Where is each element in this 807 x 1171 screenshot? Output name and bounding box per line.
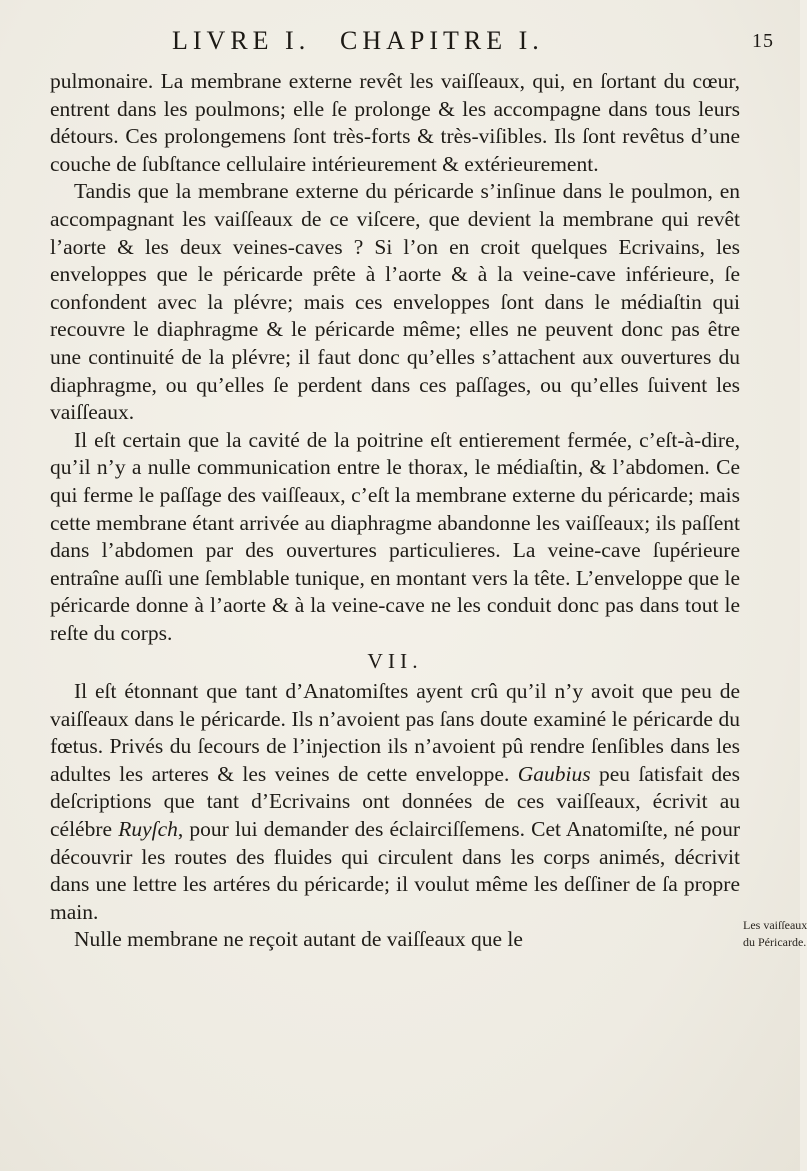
page-number: 15	[752, 30, 774, 52]
paragraph-2: Tandis que la membrane externe du péricarde s’inſinue dans le poulmon, en accompagnant les vaiſſeaux de ce viſcere, que devient la membrane qui revêt l’aorte & les deux veines-caves ? Si l’on en croit quelques Ecrivains, les enveloppes que le péricarde prête à l’aorte & à la veine-cave inférieure, ſe confondent avec la plévre; mais ces enveloppes ſont dans le médiaſtin qui recouvre le diaphragme & le péricarde même; elles ne peuvent donc pas être une continuité de la plévre; il faut donc qu’elles s’attachent aux ouvertures du diaphragme, ou qu’elles ſe perdent dans ces paſſages, ou qu’elles ſuivent les vaiſſeaux.	[50, 179, 740, 425]
running-head	[172, 26, 772, 60]
margin-note	[743, 917, 807, 951]
body-text	[50, 68, 740, 954]
paragraph-4-part2: peu ſatisfait des deſcriptions que tant d’Ecrivains ont données de ces vaiſſeaux, écrivit au célébre	[50, 761, 740, 842]
margin-note-line-2: du Péricarde.	[743, 935, 807, 949]
chapter-label: CHAPITRE I.	[340, 26, 544, 55]
paragraph-1: pulmonaire. La membrane externe revêt les vaiſſeaux, qui, en ſortant du cœur, entrent dans les poulmons; elle ſe prolonge & les accompagne dans tous leurs détours. Ces prolongemens ſont très-forts & très-viſibles. Ils ſont revêtus d’une couche de ſubſtance cellulaire intérieurement & extérieurement.	[50, 69, 740, 176]
margin-note-line-1: Les vaiſſeaux	[743, 918, 807, 932]
book-label: LIVRE I.	[172, 26, 311, 55]
author-name-gaubius: Gaubius	[517, 761, 591, 786]
paragraph-3: Il eſt certain que la cavité de la poitrine eſt entierement fermée, c’eſt-à-dire, qu’il n’y a nulle communication entre le thorax, le médiaſtin, & l’abdomen. Ce qui ferme le paſſage des vaiſſeaux, c’eſt la membrane externe du péricarde; mais cette membrane étant arrivée au diaphragme abandonne les vaiſſeaux; ils paſſent dans l’abdomen par des ouvertures particulieres. La veine-cave ſupérieure entraîne auſſi une ſemblable tunique, en montant vers la tête. L’enveloppe que le péricarde donne à l’aorte & à la veine-cave ne les conduit donc pas dans tout le reſte du corps.	[50, 427, 740, 645]
paragraph-4-part3: , pour lui demander des éclairciſſemens. Cet Anatomiſte, né pour découvrir les routes des fluides qui circulent dans les corps animés, décrivit dans une lettre les artéres du péricarde; il voulut même les deſſiner de ſa propre main.	[50, 817, 740, 924]
paragraph-5: Nulle membrane ne reçoit autant de vaiſſeaux que le	[74, 927, 523, 952]
author-name-ruysch: Ruyſch	[118, 817, 178, 842]
paragraph-4	[50, 678, 740, 926]
section-number: VII.	[367, 649, 423, 674]
paragraph-4-part1: Il eſt étonnant que tant d’Anatomiſtes ayent crû qu’il n’y avoit que peu de vaiſſeaux dans le péricarde. Ils n’avoient pas ſans doute examiné le péricarde du fœtus. Privés du ſecours de l’injection ils n’avoient pû rendre ſenſibles dans les adultes les arteres & les veines de cette enveloppe.	[50, 679, 740, 786]
